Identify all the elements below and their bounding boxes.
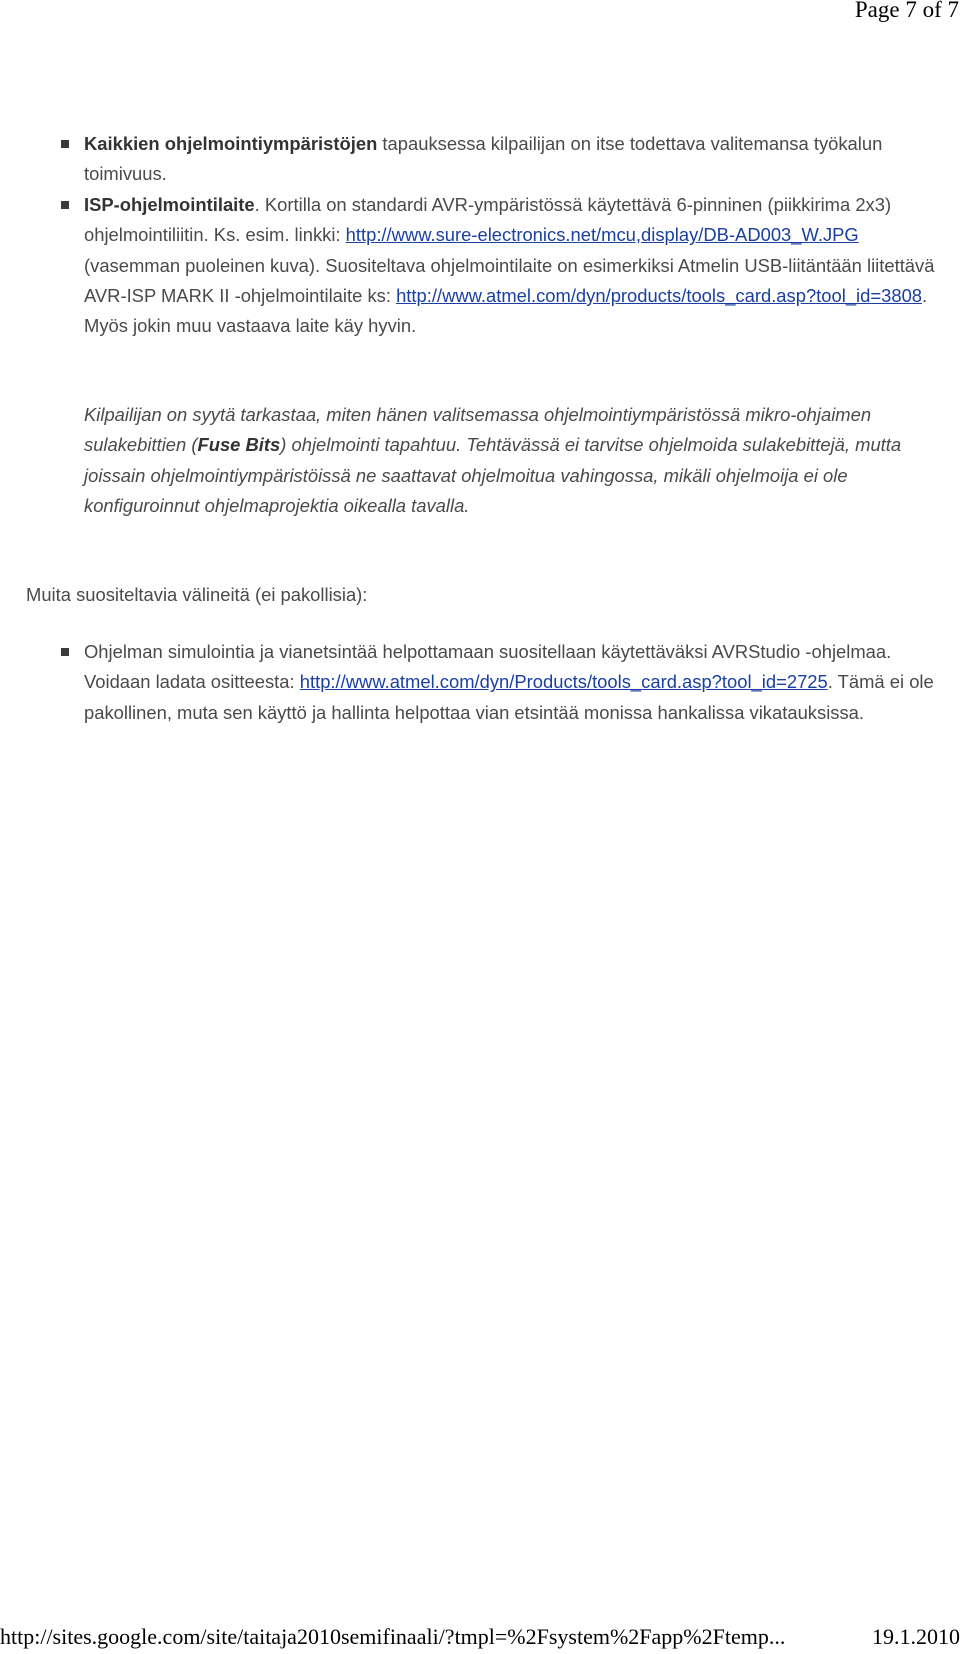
note-bold: Fuse Bits xyxy=(197,434,281,456)
avrstudio-link[interactable]: http://www.atmel.com/dyn/Products/tools_card.asp?tool_id=2725 xyxy=(299,671,828,693)
item-title: ISP-ohjelmointilaite xyxy=(84,193,255,215)
footer-url: http://sites.google.com/site/taitaja2010semifinaali/?tmpl=%2Fsystem%2Fapp%2Ftemp... xyxy=(0,1624,786,1649)
fuse-bits-note xyxy=(84,400,946,522)
footer-date: 19.1.2010 xyxy=(872,1624,960,1649)
item-text: (vasemman puoleinen kuva). Suositeltava ohjelmointilaite on esimerkiksi Atmelin USB-liitäntään liitettävä AVR-ISP MARK II -ohjelmointilaite ks: xyxy=(84,254,935,307)
square-bullet-icon xyxy=(61,648,69,656)
item-text: tapauksessa kilpailijan on itse todettava valitemansa työkalun toimivuus. xyxy=(84,133,883,185)
requirements-list xyxy=(84,129,946,342)
square-bullet-icon xyxy=(61,140,69,148)
section-heading: Muita suositeltavia välineitä (ei pakollisia): xyxy=(26,584,368,605)
list-item xyxy=(84,129,946,190)
note-text: ) ohjelmointi tapahtuu. Tehtävässä ei tarvitse ohjelmoida sulakebittejä, mutta joissain ohjelmointiympäristöissä ne saattavat ohjelmoitua vahingossa, mikäli ohjelmoija ei ole konfiguroinnut ohjelmaprojektia oikealla tavalla. xyxy=(84,434,902,517)
item-text: Ohjelman simulointia ja vianetsintää helpottamaan suositellaan käytettäväksi AVRStudio -ohjelmaa. Voidaan ladata ositteesta: xyxy=(84,641,892,693)
sure-electronics-link[interactable]: http://www.sure-electronics.net/mcu,display/DB-AD003_W.JPG xyxy=(345,224,859,246)
list-item xyxy=(84,637,946,728)
square-bullet-icon xyxy=(61,201,69,209)
note-text: Kilpailijan on syytä tarkastaa, miten hänen valitsemassa ohjelmointiympäristössä mikro-ohjaimen sulakebittien ( xyxy=(84,404,872,456)
item-text: . Kortilla on standardi AVR-ympäristössä käytettävä 6-pinninen (piikkirima 2x3) ohjelmointiliitin. Ks. esim. linkki: xyxy=(84,193,892,246)
atmel-avr-isp-link[interactable]: http://www.atmel.com/dyn/products/tools_card.asp?tool_id=3808 xyxy=(396,285,923,307)
page-footer xyxy=(0,1624,960,1650)
item-text: . Myös jokin muu vastaava laite käy hyvin. xyxy=(84,285,928,337)
list-item xyxy=(84,190,946,342)
item-title: Kaikkien ohjelmointiympäristöjen xyxy=(84,133,378,154)
page-number: Page 7 of 7 xyxy=(854,0,959,22)
optional-tools-list xyxy=(84,637,946,728)
item-text: . Tämä ei ole pakollinen, muta sen käyttö ja hallinta helpottaa vian etsintää monissa hankalissa vikatauksissa. xyxy=(84,671,934,723)
